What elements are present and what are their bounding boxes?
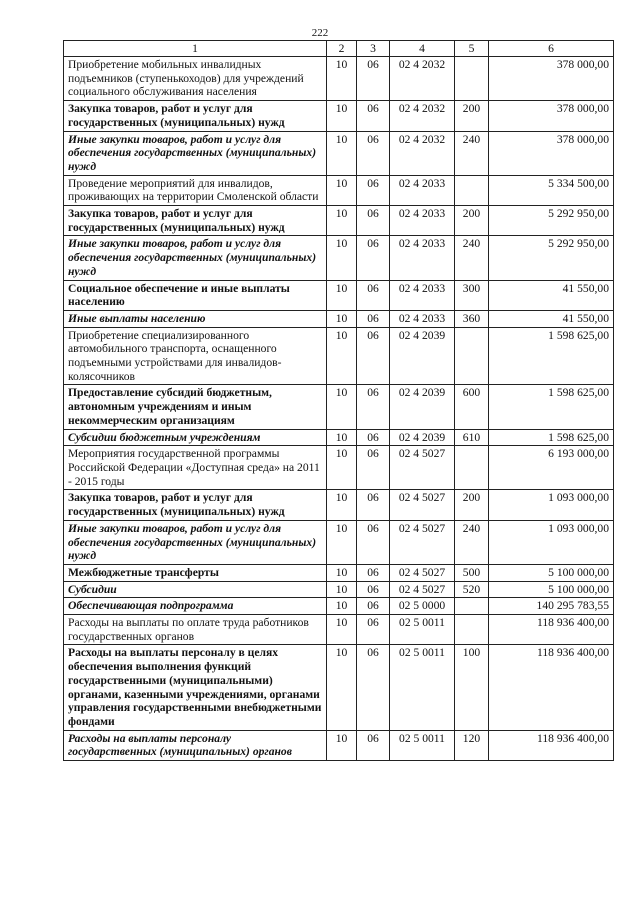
subsection-code-cell: 06 (357, 236, 390, 280)
table-row (64, 446, 614, 490)
item-name-cell: Субсидии (64, 581, 327, 598)
item-name-cell: Проведение мероприятий для инвалидов, проживающих на территории Смоленской области (64, 175, 327, 205)
amount-cell: 41 550,00 (489, 310, 614, 327)
section-code-cell: 10 (327, 520, 357, 564)
table-row (64, 598, 614, 615)
table-row (64, 206, 614, 236)
item-name-cell: Межбюджетные трансферты (64, 564, 327, 581)
subsection-code-cell: 06 (357, 645, 390, 730)
amount-cell: 41 550,00 (489, 280, 614, 310)
table-row (64, 385, 614, 429)
expense-type-code-cell: 600 (455, 385, 489, 429)
section-code-cell: 10 (327, 57, 357, 101)
column-header: 4 (390, 41, 455, 57)
section-code-cell: 10 (327, 446, 357, 490)
item-name-cell: Расходы на выплаты персоналу в целях обеспечения выполнения функций государственными (муниципальными) органами, казенными учреждениями, органами управления государственными внебюджетными фондами (64, 645, 327, 730)
section-code-cell: 10 (327, 310, 357, 327)
section-code-cell: 10 (327, 385, 357, 429)
expense-type-code-cell: 500 (455, 564, 489, 581)
subsection-code-cell: 06 (357, 310, 390, 327)
subsection-code-cell: 06 (357, 520, 390, 564)
target-article-code-cell: 02 4 5027 (390, 446, 455, 490)
expense-type-code-cell: 200 (455, 490, 489, 520)
subsection-code-cell: 06 (357, 57, 390, 101)
subsection-code-cell: 06 (357, 564, 390, 581)
target-article-code-cell: 02 5 0011 (390, 615, 455, 645)
amount-cell: 1 598 625,00 (489, 385, 614, 429)
target-article-code-cell: 02 5 0011 (390, 645, 455, 730)
amount-cell: 378 000,00 (489, 131, 614, 175)
target-article-code-cell: 02 4 5027 (390, 581, 455, 598)
amount-cell: 118 936 400,00 (489, 615, 614, 645)
target-article-code-cell: 02 4 2033 (390, 310, 455, 327)
amount-cell: 1 093 000,00 (489, 520, 614, 564)
table-row (64, 57, 614, 101)
table-row (64, 615, 614, 645)
section-code-cell: 10 (327, 131, 357, 175)
item-name-cell: Закупка товаров, работ и услуг для государственных (муниципальных) нужд (64, 101, 327, 131)
item-name-cell: Мероприятия государственной программы Российской Федерации «Доступная среда» на 2011 - 2015 годы (64, 446, 327, 490)
header-row (64, 41, 614, 57)
item-name-cell: Закупка товаров, работ и услуг для государственных (муниципальных) нужд (64, 206, 327, 236)
table-row (64, 490, 614, 520)
target-article-code-cell: 02 4 2032 (390, 131, 455, 175)
expense-type-code-cell (455, 175, 489, 205)
item-name-cell: Субсидии бюджетным учреждениям (64, 429, 327, 446)
target-article-code-cell: 02 4 2032 (390, 101, 455, 131)
item-name-cell: Иные выплаты населению (64, 310, 327, 327)
table-row (64, 327, 614, 385)
target-article-code-cell: 02 4 2033 (390, 206, 455, 236)
item-name-cell: Закупка товаров, работ и услуг для государственных (муниципальных) нужд (64, 490, 327, 520)
target-article-code-cell: 02 4 2039 (390, 327, 455, 385)
expense-type-code-cell: 610 (455, 429, 489, 446)
target-article-code-cell: 02 4 2033 (390, 236, 455, 280)
expense-type-code-cell: 120 (455, 730, 489, 760)
subsection-code-cell: 06 (357, 131, 390, 175)
expense-type-code-cell: 100 (455, 645, 489, 730)
section-code-cell: 10 (327, 645, 357, 730)
target-article-code-cell: 02 4 5027 (390, 490, 455, 520)
subsection-code-cell: 06 (357, 598, 390, 615)
subsection-code-cell: 06 (357, 490, 390, 520)
section-code-cell: 10 (327, 206, 357, 236)
section-code-cell: 10 (327, 236, 357, 280)
amount-cell: 1 093 000,00 (489, 490, 614, 520)
table-row (64, 175, 614, 205)
column-header: 1 (64, 41, 327, 57)
table-row (64, 730, 614, 760)
table-row (64, 429, 614, 446)
expense-type-code-cell: 240 (455, 131, 489, 175)
expense-type-code-cell: 200 (455, 101, 489, 131)
section-code-cell: 10 (327, 598, 357, 615)
amount-cell: 1 598 625,00 (489, 327, 614, 385)
page-number: 222 (311, 27, 329, 39)
target-article-code-cell: 02 4 2039 (390, 429, 455, 446)
subsection-code-cell: 06 (357, 206, 390, 236)
target-article-code-cell: 02 5 0000 (390, 598, 455, 615)
amount-cell: 5 292 950,00 (489, 236, 614, 280)
table-row (64, 131, 614, 175)
expense-type-code-cell (455, 615, 489, 645)
section-code-cell: 10 (327, 101, 357, 131)
amount-cell: 5 100 000,00 (489, 564, 614, 581)
table-row (64, 280, 614, 310)
amount-cell: 1 598 625,00 (489, 429, 614, 446)
target-article-code-cell: 02 4 2033 (390, 175, 455, 205)
amount-cell: 118 936 400,00 (489, 645, 614, 730)
section-code-cell: 10 (327, 429, 357, 446)
subsection-code-cell: 06 (357, 327, 390, 385)
amount-cell: 378 000,00 (489, 57, 614, 101)
expense-type-code-cell: 300 (455, 280, 489, 310)
table-row (64, 645, 614, 730)
subsection-code-cell: 06 (357, 581, 390, 598)
target-article-code-cell: 02 4 2033 (390, 280, 455, 310)
section-code-cell: 10 (327, 564, 357, 581)
expense-type-code-cell: 360 (455, 310, 489, 327)
section-code-cell: 10 (327, 175, 357, 205)
expense-type-code-cell (455, 327, 489, 385)
amount-cell: 5 100 000,00 (489, 581, 614, 598)
item-name-cell: Обеспечивающая подпрограмма (64, 598, 327, 615)
target-article-code-cell: 02 4 5027 (390, 520, 455, 564)
expense-type-code-cell: 520 (455, 581, 489, 598)
section-code-cell: 10 (327, 280, 357, 310)
subsection-code-cell: 06 (357, 730, 390, 760)
item-name-cell: Иные закупки товаров, работ и услуг для обеспечения государственных (муниципальных) нужд (64, 131, 327, 175)
table-row (64, 520, 614, 564)
item-name-cell: Социальное обеспечение и иные выплаты населению (64, 280, 327, 310)
amount-cell: 6 193 000,00 (489, 446, 614, 490)
column-header: 3 (357, 41, 390, 57)
expense-type-code-cell: 240 (455, 236, 489, 280)
expense-type-code-cell (455, 598, 489, 615)
table-row (64, 564, 614, 581)
target-article-code-cell: 02 4 2032 (390, 57, 455, 101)
table-row (64, 581, 614, 598)
table-row (64, 236, 614, 280)
item-name-cell: Иные закупки товаров, работ и услуг для обеспечения государственных (муниципальных) нужд (64, 236, 327, 280)
subsection-code-cell: 06 (357, 101, 390, 131)
item-name-cell: Иные закупки товаров, работ и услуг для обеспечения государственных (муниципальных) нужд (64, 520, 327, 564)
expense-type-code-cell: 240 (455, 520, 489, 564)
expense-type-code-cell (455, 446, 489, 490)
section-code-cell: 10 (327, 327, 357, 385)
column-header: 6 (489, 41, 614, 57)
table-row (64, 101, 614, 131)
budget-table (63, 40, 614, 761)
expense-type-code-cell (455, 57, 489, 101)
column-header: 5 (455, 41, 489, 57)
expense-type-code-cell: 200 (455, 206, 489, 236)
section-code-cell: 10 (327, 490, 357, 520)
amount-cell: 5 292 950,00 (489, 206, 614, 236)
subsection-code-cell: 06 (357, 280, 390, 310)
table-row (64, 310, 614, 327)
target-article-code-cell: 02 4 5027 (390, 564, 455, 581)
amount-cell: 378 000,00 (489, 101, 614, 131)
target-article-code-cell: 02 5 0011 (390, 730, 455, 760)
target-article-code-cell: 02 4 2039 (390, 385, 455, 429)
item-name-cell: Приобретение специализированного автомобильного транспорта, оснащенного подъемными устройствами для инвалидов-колясочников (64, 327, 327, 385)
subsection-code-cell: 06 (357, 175, 390, 205)
section-code-cell: 10 (327, 615, 357, 645)
item-name-cell: Приобретение мобильных инвалидных подъемников (ступенькоходов) для учреждений социального обслуживания населения (64, 57, 327, 101)
item-name-cell: Расходы на выплаты по оплате труда работников государственных органов (64, 615, 327, 645)
subsection-code-cell: 06 (357, 615, 390, 645)
column-header: 2 (327, 41, 357, 57)
subsection-code-cell: 06 (357, 429, 390, 446)
subsection-code-cell: 06 (357, 385, 390, 429)
subsection-code-cell: 06 (357, 446, 390, 490)
section-code-cell: 10 (327, 581, 357, 598)
item-name-cell: Расходы на выплаты персоналу государственных (муниципальных) органов (64, 730, 327, 760)
section-code-cell: 10 (327, 730, 357, 760)
amount-cell: 5 334 500,00 (489, 175, 614, 205)
amount-cell: 140 295 783,55 (489, 598, 614, 615)
item-name-cell: Предоставление субсидий бюджетным, автономным учреждениям и иным некоммерческим организациям (64, 385, 327, 429)
amount-cell: 118 936 400,00 (489, 730, 614, 760)
